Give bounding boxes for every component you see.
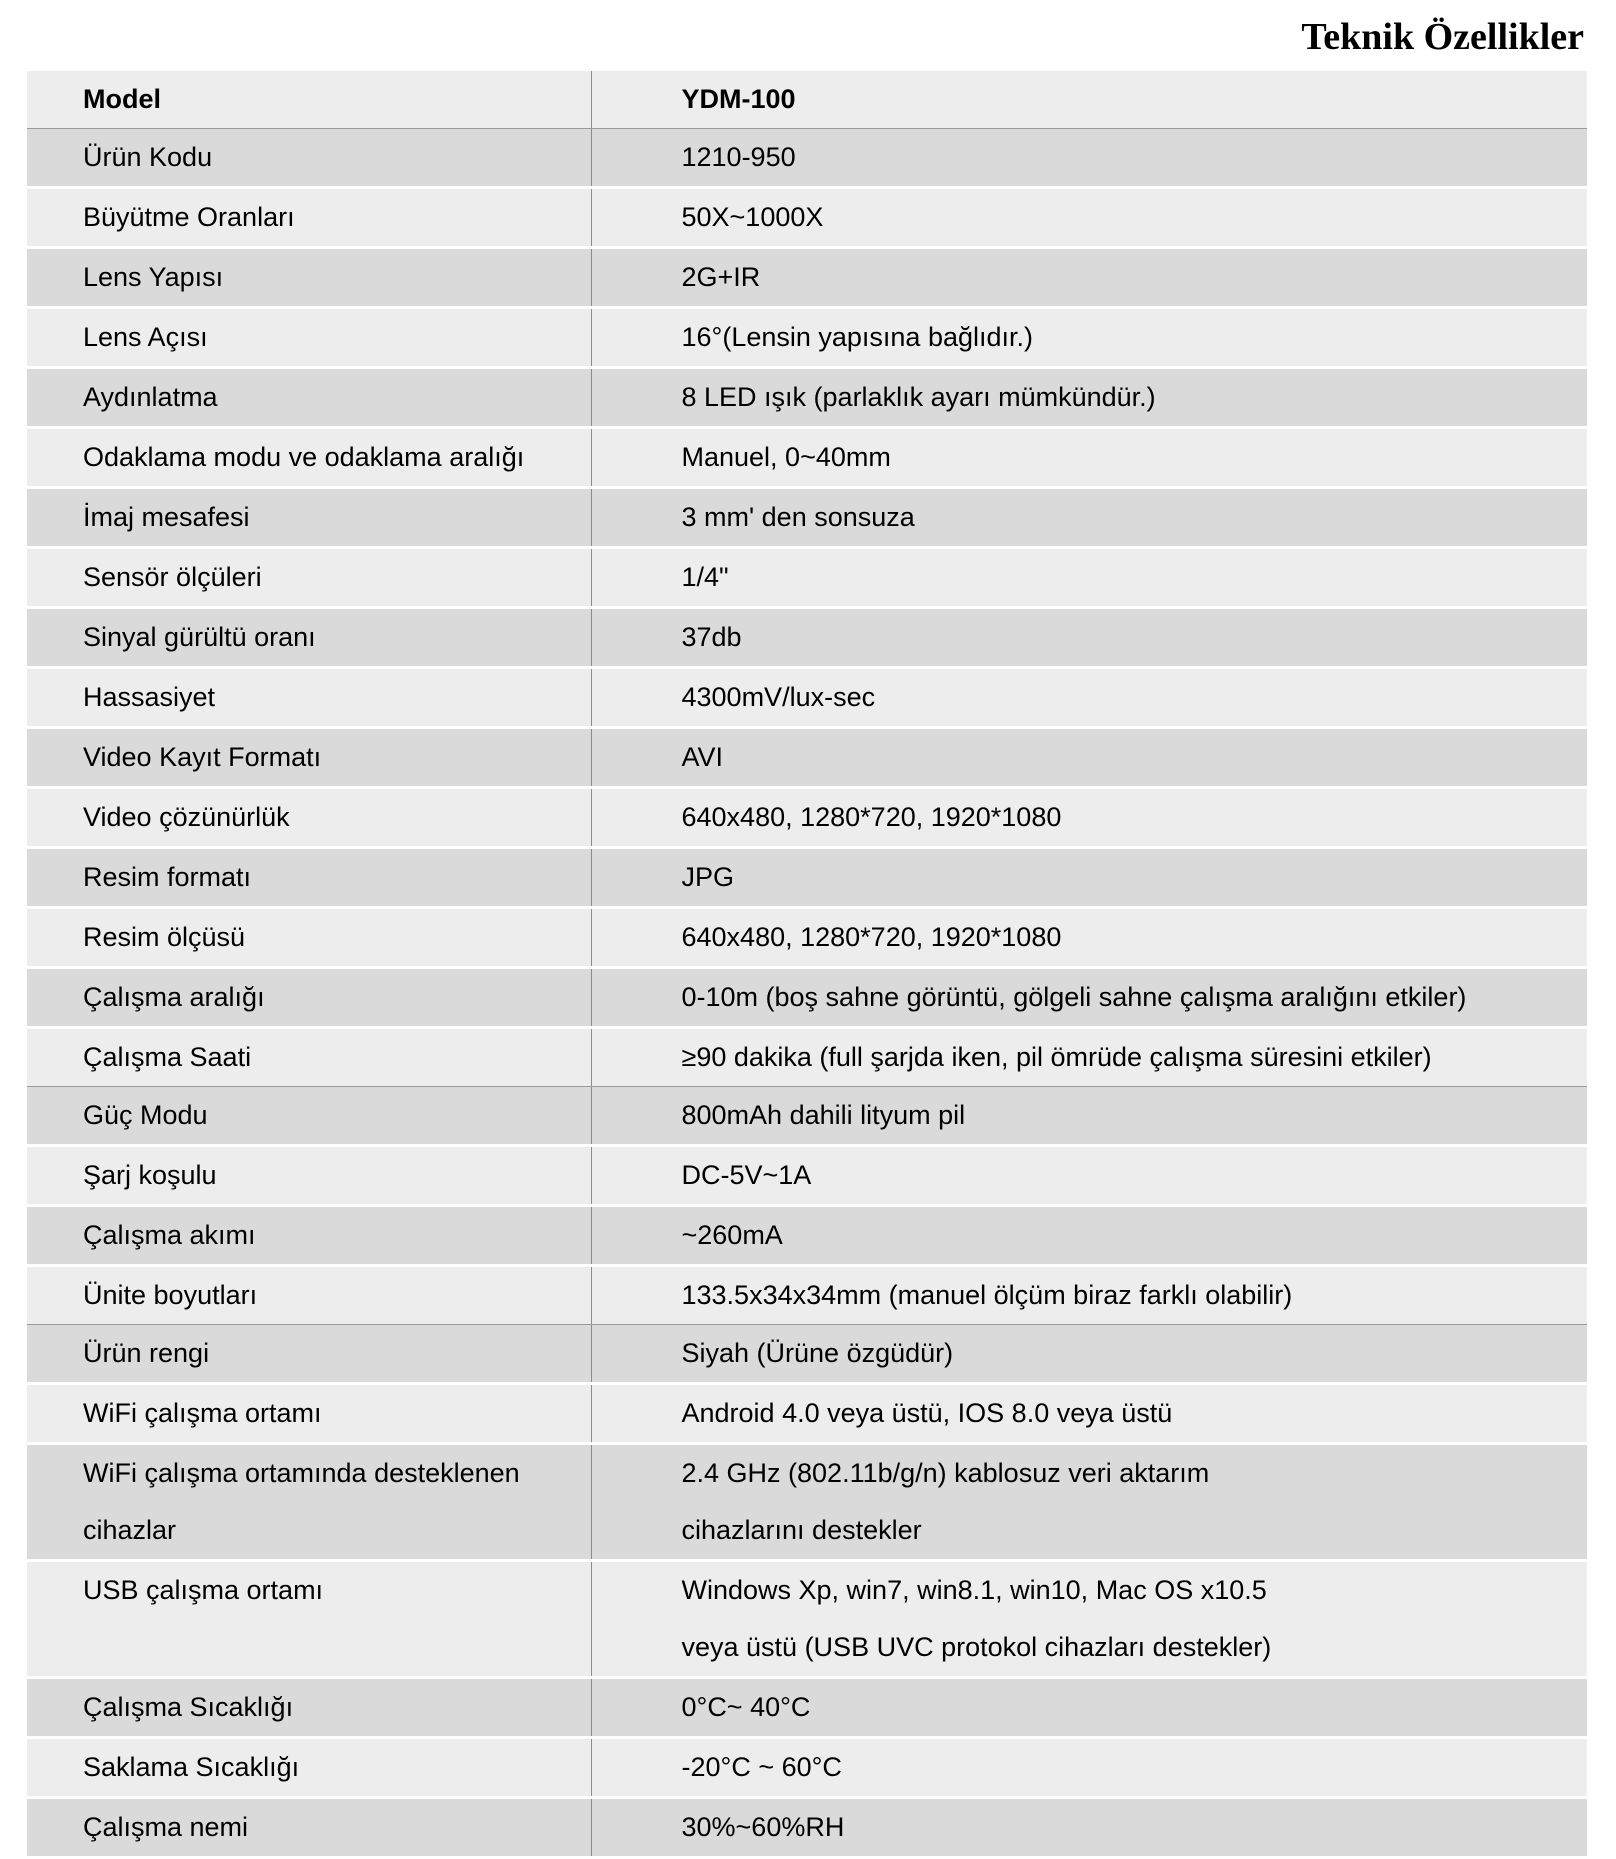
spec-value — [591, 848, 1587, 908]
spec-value-line: 640x480, 1280*720, 1920*1080 — [681, 922, 1062, 952]
spec-label — [27, 728, 591, 788]
table-row — [27, 368, 1587, 428]
spec-value — [591, 1028, 1587, 1087]
spec-value-line: 2.4 GHz (802.11b/g/n) kablosuz veri aktarım — [681, 1458, 1210, 1488]
spec-value-line: 0°C~ 40°C — [681, 1692, 811, 1722]
spec-label-line: Ürün rengi — [83, 1338, 210, 1368]
spec-value — [591, 548, 1587, 608]
spec-label-line: Hassasiyet — [83, 682, 216, 712]
spec-label-line: Odaklama modu ve odaklama aralığı — [83, 442, 525, 472]
spec-label-line: Güç Modu — [83, 1100, 208, 1130]
spec-value — [591, 488, 1587, 548]
spec-label — [27, 788, 591, 848]
table-row — [27, 308, 1587, 368]
spec-value-line: 0-10m (boş sahne görüntü, gölgeli sahne çalışma aralığını etkiler) — [681, 982, 1467, 1012]
spec-label — [27, 1087, 591, 1146]
spec-label — [27, 1798, 591, 1858]
spec-value — [591, 1798, 1587, 1858]
table-row — [27, 608, 1587, 668]
table-row — [27, 788, 1587, 848]
spec-table — [27, 71, 1587, 1859]
spec-value — [591, 428, 1587, 488]
table-row — [27, 548, 1587, 608]
spec-label-line: Resim ölçüsü — [83, 922, 246, 952]
spec-label — [27, 188, 591, 248]
spec-value-line: 2G+IR — [681, 262, 761, 292]
spec-label — [27, 1325, 591, 1384]
spec-value — [591, 1738, 1587, 1798]
spec-label — [27, 488, 591, 548]
spec-label — [27, 848, 591, 908]
spec-label — [27, 548, 591, 608]
spec-label — [27, 1028, 591, 1087]
spec-value — [591, 248, 1587, 308]
spec-label — [27, 968, 591, 1028]
table-row — [27, 1444, 1587, 1561]
spec-label — [27, 1206, 591, 1266]
spec-value — [591, 968, 1587, 1028]
spec-value — [591, 728, 1587, 788]
spec-value-line: Siyah (Ürüne özgüdür) — [681, 1338, 954, 1368]
spec-label-line: Resim formatı — [83, 862, 252, 892]
spec-label — [27, 248, 591, 308]
spec-value — [591, 1444, 1587, 1561]
spec-label-line: Saklama Sıcaklığı — [83, 1752, 300, 1782]
table-row — [27, 1738, 1587, 1798]
spec-label-line: WiFi çalışma ortamı — [83, 1398, 322, 1428]
spec-label-line: Çalışma nemi — [83, 1812, 249, 1842]
spec-value-line: DC-5V~1A — [681, 1160, 812, 1190]
spec-value-line: 1/4" — [681, 562, 729, 592]
table-row — [27, 728, 1587, 788]
spec-label — [27, 668, 591, 728]
spec-value-line: Windows Xp, win7, win8.1, win10, Mac OS x10.5 — [681, 1575, 1267, 1605]
spec-label — [27, 1738, 591, 1798]
spec-value — [591, 1087, 1587, 1146]
spec-value-line: 800mAh dahili lityum pil — [681, 1100, 966, 1130]
table-row — [27, 248, 1587, 308]
table-row — [27, 1028, 1587, 1087]
spec-label — [27, 308, 591, 368]
spec-label-line: Çalışma aralığı — [83, 982, 265, 1012]
spec-label-line: Çalışma Sıcaklığı — [83, 1692, 294, 1722]
spec-value — [591, 1146, 1587, 1206]
table-row — [27, 1798, 1587, 1858]
spec-value — [591, 788, 1587, 848]
table-header-row — [27, 71, 1587, 129]
spec-value-line: 3 mm' den sonsuza — [681, 502, 915, 532]
header-value: YDM-100 — [591, 71, 1587, 129]
header-label: Model — [27, 71, 591, 129]
spec-label-line: Sensör ölçüleri — [83, 562, 262, 592]
spec-value-line: cihazlarını destekler — [681, 1515, 922, 1545]
spec-value-line: Manuel, 0~40mm — [681, 442, 891, 472]
table-row — [27, 1325, 1587, 1384]
spec-label — [27, 428, 591, 488]
spec-label-line: Sinyal gürültü oranı — [83, 622, 316, 652]
table-row — [27, 1206, 1587, 1266]
spec-label-line: WiFi çalışma ortamında desteklenen — [83, 1458, 520, 1488]
spec-value-line: 37db — [681, 622, 742, 652]
spec-value-line: AVI — [681, 742, 724, 772]
spec-value — [591, 1266, 1587, 1325]
spec-value-line: Android 4.0 veya üstü, IOS 8.0 veya üstü — [681, 1398, 1173, 1428]
table-row — [27, 129, 1587, 188]
spec-value-line: 8 LED ışık (parlaklık ayarı mümkündür.) — [681, 382, 1156, 412]
spec-label-line: Ünite boyutları — [83, 1280, 258, 1310]
spec-value-line: 4300mV/lux-sec — [681, 682, 876, 712]
spec-label — [27, 908, 591, 968]
table-row — [27, 1266, 1587, 1325]
spec-label-line: Video Kayıt Formatı — [83, 742, 322, 772]
spec-label-line: Çalışma Saati — [83, 1042, 252, 1072]
spec-label-line: Şarj koşulu — [83, 1160, 217, 1190]
spec-label — [27, 1678, 591, 1738]
spec-value — [591, 668, 1587, 728]
spec-value-line: 50X~1000X — [681, 202, 824, 232]
spec-label-line: Ürün Kodu — [83, 142, 213, 172]
spec-label — [27, 129, 591, 188]
table-row — [27, 668, 1587, 728]
spec-label-line: USB çalışma ortamı — [83, 1575, 324, 1605]
table-row — [27, 908, 1587, 968]
table-row — [27, 848, 1587, 908]
table-row — [27, 1384, 1587, 1444]
spec-label — [27, 1146, 591, 1206]
spec-value — [591, 1561, 1587, 1678]
table-row — [27, 968, 1587, 1028]
spec-label-line: cihazlar — [83, 1515, 177, 1545]
spec-value — [591, 1325, 1587, 1384]
spec-label — [27, 1561, 591, 1678]
table-row — [27, 488, 1587, 548]
spec-label-line: İmaj mesafesi — [83, 502, 250, 532]
spec-value-line: 133.5x34x34mm (manuel ölçüm biraz farklı olabilir) — [681, 1280, 1293, 1310]
spec-label — [27, 1444, 591, 1561]
spec-value-line: veya üstü (USB UVC protokol cihazları destekler) — [681, 1632, 1272, 1662]
spec-value-line: 640x480, 1280*720, 1920*1080 — [681, 802, 1062, 832]
table-row — [27, 1087, 1587, 1146]
spec-value — [591, 368, 1587, 428]
table-row — [27, 1146, 1587, 1206]
spec-value — [591, 129, 1587, 188]
spec-value-line: 30%~60%RH — [681, 1812, 845, 1842]
spec-value-line: 16°(Lensin yapısına bağlıdır.) — [681, 322, 1034, 352]
spec-label-line: Video çözünürlük — [83, 802, 290, 832]
spec-value — [591, 1384, 1587, 1444]
spec-label-line: Çalışma akımı — [83, 1220, 256, 1250]
spec-value-line: ≥90 dakika (full şarjda iken, pil ömrüde çalışma süresini etkiler) — [681, 1042, 1432, 1072]
spec-label — [27, 608, 591, 668]
table-row — [27, 188, 1587, 248]
spec-value — [591, 1678, 1587, 1738]
spec-label-line: Lens Açısı — [83, 322, 208, 352]
spec-value — [591, 908, 1587, 968]
spec-value — [591, 608, 1587, 668]
spec-value-line: JPG — [681, 862, 735, 892]
spec-value — [591, 1206, 1587, 1266]
spec-label — [27, 1384, 591, 1444]
spec-value-line: ~260mA — [681, 1220, 783, 1250]
spec-value-line: 1210-950 — [681, 142, 796, 172]
spec-label-line: Lens Yapısı — [83, 262, 224, 292]
spec-label-line: Aydınlatma — [83, 382, 218, 412]
spec-label — [27, 1266, 591, 1325]
table-row — [27, 428, 1587, 488]
spec-label-line: Büyütme Oranları — [83, 202, 295, 232]
table-row — [27, 1561, 1587, 1678]
spec-value — [591, 308, 1587, 368]
page-title: Teknik Özellikler — [1301, 16, 1584, 58]
table-row — [27, 1678, 1587, 1738]
spec-label — [27, 368, 591, 428]
spec-value-line: -20°C ~ 60°C — [681, 1752, 842, 1782]
spec-value — [591, 188, 1587, 248]
